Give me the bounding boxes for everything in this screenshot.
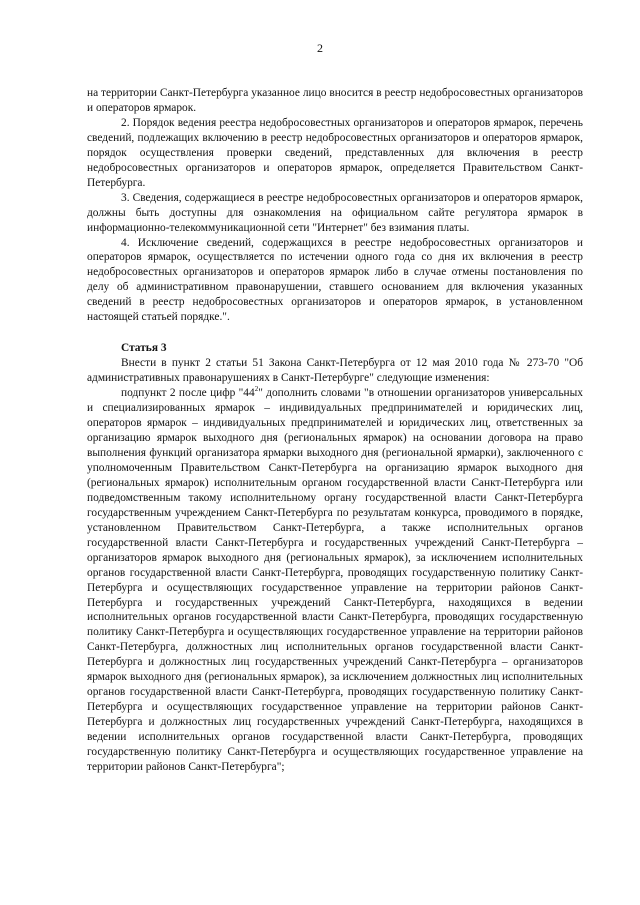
paragraph-item-3: 3. Сведения, содержащиеся в реестре недобросовестных организаторов и операторов ярмарок, должны быть доступны для ознакомления на официальном сайте регулятора ярмарок в информационно-телекоммуникационной сети "Интернет" без взимания платы. (87, 191, 583, 234)
amendment-text: " дополнить словами "в отношении организаторов универсальных и специализированных ярмарок – индивидуальных предпринимателей и юридических лиц, операторов ярмарок – индивидуальных предпринимателей и юридических лиц, ответственных за организацию ярмарок выходного дня (региональных ярмарок) на основании договора на право выполнения функций организатора ярмарки выходного дня (региональной ярмарки), заключенного с уполномоченным Правительством Санкт-Петербурга на организацию ярмарок выходного дня (региональных ярмарок) исполнительным органом государственной власти Санкт-Петербурга или подведомственным такому исполнительному органу государственной власти Санкт-Петербурга государственным учреждением Санкт-Петербурга по результатам конкурса, проводимого в порядке, установленном Правительством Санкт-Петербурга, а также исполнительных органов государственной власти Санкт-Петербурга и государственных учреждений Санкт-Петербурга – организаторов ярмарок выходного дня (региональных ярмарок), за исключением исполнительных органов государственной власти Санкт-Петербурга, проводящих государственную политику Санкт-Петербурга и осуществляющих государственное управление на территории районов Санкт-Петербурга и государственных учреждений Санкт-Петербурга, находящихся в ведении исполнительных органов государственной власти Санкт-Петербурга, проводящих государственную политику Санкт-Петербурга и осуществляющих государственное управление на территории районов Санкт-Петербурга, должностных лиц исполнительных органов государственной власти Санкт-Петербурга и должностных лиц государственных учреждений Санкт-Петербурга – организаторов ярмарок выходного дня (региональных ярмарок), за исключением должностных лиц исполнительных органов государственной власти Санкт-Петербурга, проводящих государственную политику Санкт-Петербурга и осуществляющих государственное управление на территории районов Санкт-Петербурга и должностных лиц государственных учреждений Санкт-Петербурга, находящихся в ведении исполнительных органов государственной власти Санкт-Петербурга, проводящих государственную политику Санкт-Петербурга и осуществляющих государственное управление на территории районов Санкт-Петербурга"; (87, 387, 583, 773)
amendment-lead: подпункт 2 после цифр "44 (121, 387, 255, 400)
article-intro: Внести в пункт 2 статьи 51 Закона Санкт-Петербурга от 12 мая 2010 года № 273-70 "Об административных правонарушениях в Санкт-Петербурге" следующие изменения: (87, 357, 583, 385)
document-body (87, 86, 583, 775)
amendment-paragraph (87, 386, 583, 775)
paragraph-item-2: 2. Порядок ведения реестра недобросовестных организаторов и операторов ярмарок, перечень сведений, подлежащих включению в реестр недобросовестных организаторов и операторов ярмарок, порядок осуществления проверки сведений, представленных для включения в реестр недобросовестных организаторов и операторов ярмарок, определяется Правительством Санкт-Петербурга. (87, 116, 583, 189)
paragraph-item-4: 4. Исключение сведений, содержащихся в реестре недобросовестных организаторов и операторов ярмарок, осуществляется по истечении одного года со дня их включения в реестр недобросовестных организаторов и операторов ярмарок либо в случае отмены постановления по делу об административном правонарушении, ставшего основанием для включения указанных сведений в реестр недобросовестных организаторов и операторов ярмарок, в установленном настоящей статьей порядке.". (87, 236, 583, 324)
article-heading: Статья 3 (121, 342, 167, 355)
page-number: 2 (317, 41, 323, 55)
paragraph-continuation: на территории Санкт-Петербурга указанное лицо вносится в реестр недобросовестных организаторов и операторов ярмарок. (87, 87, 583, 114)
amendment-superscript: 2 (254, 385, 259, 394)
